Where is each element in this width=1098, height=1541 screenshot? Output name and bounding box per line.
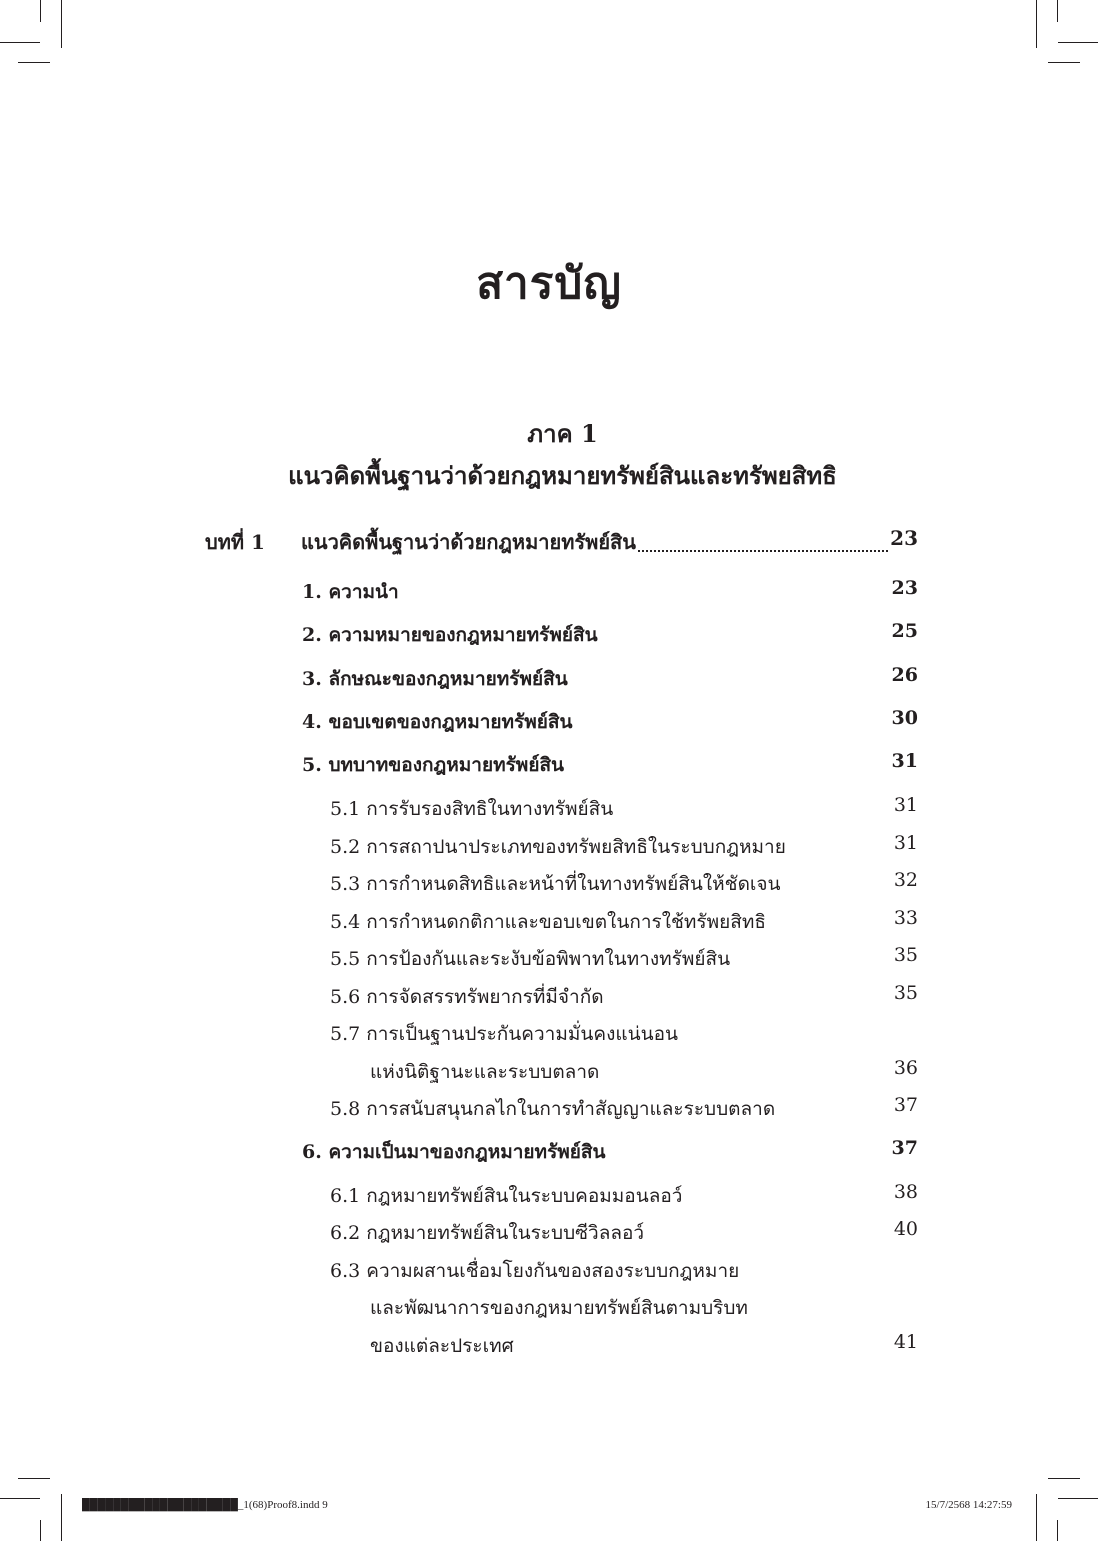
entry-page: 36 (893, 1057, 918, 1079)
entry-label: 6. ความเป็นมาของกฎหมายทรัพย์สิน (302, 1141, 606, 1163)
entry-label: 5.2 การสถาปนาประเภทของทรัพยสิทธิในระบบกฎหมาย (330, 836, 786, 858)
page-title: สารบัญ (476, 258, 622, 309)
entry-label: 5.4 การกำหนดกติกาและขอบเขตในการใช้ทรัพยสิทธิ (330, 911, 766, 933)
entry-label: 5.5 การป้องกันและระงับข้อพิพาทในทางทรัพย์สิน (330, 948, 731, 970)
crop-mark (1036, 1494, 1037, 1541)
crop-mark (40, 1520, 41, 1541)
entry-label: 2. ความหมายของกฎหมายทรัพย์สิน (302, 624, 598, 646)
crop-mark (1058, 42, 1098, 43)
entry-page: 35 (893, 944, 918, 966)
toc-entry (0, 832, 918, 866)
crop-mark (1048, 1478, 1080, 1479)
toc-entry (0, 1218, 918, 1252)
entry-label: 1. ความนำ (302, 581, 399, 603)
crop-mark (0, 42, 40, 43)
entry-label: แห่งนิติฐานะและระบบตลาด (370, 1061, 600, 1083)
crop-mark (1057, 1520, 1058, 1541)
toc-entry (0, 1137, 918, 1171)
toc-entry (0, 1256, 918, 1290)
entry-page: 37 (893, 1094, 918, 1116)
part-title: แนวคิดพื้นฐานว่าด้วยกฎหมายทรัพย์สินและทรัพยสิทธิ (288, 461, 837, 490)
entry-page: 35 (893, 982, 918, 1004)
entry-label: 5.7 การเป็นฐานประกันความมั่นคงแน่นอน (330, 1023, 678, 1045)
entry-label: 5.6 การจัดสรรทรัพยากรที่มีจำกัด (330, 986, 604, 1008)
toc-entry (0, 1293, 918, 1327)
crop-mark (18, 1478, 50, 1479)
toc-entry (0, 577, 918, 611)
entry-label: 5.3 การกำหนดสิทธิและหน้าที่ในทางทรัพย์สินให้ชัดเจน (330, 873, 781, 895)
entry-page: 37 (891, 1137, 918, 1159)
crop-mark (1058, 1498, 1098, 1499)
entry-page: 26 (891, 664, 918, 686)
crop-mark (61, 0, 62, 48)
crop-mark (61, 1494, 62, 1541)
entry-page: 33 (893, 907, 918, 929)
toc-entry (0, 1057, 918, 1091)
crop-mark (40, 0, 41, 22)
toc-entry (0, 982, 918, 1016)
toc-entry (0, 620, 918, 654)
entry-page: 40 (893, 1218, 918, 1240)
entry-page: 30 (891, 707, 918, 729)
crop-mark (1057, 0, 1058, 22)
toc-entry (0, 794, 918, 828)
chapter-title: แนวคิดพื้นฐานว่าด้วยกฎหมายทรัพย์สิน (301, 526, 638, 558)
part-label: ภาค 1 (527, 419, 598, 448)
entry-page: 23 (891, 577, 918, 599)
chapter-page: 23 (890, 526, 918, 550)
entry-label: 4. ขอบเขตของกฎหมายทรัพย์สิน (302, 711, 573, 733)
entry-label: 3. ลักษณะของกฎหมายทรัพย์สิน (302, 668, 568, 690)
toc-entry (0, 1181, 918, 1215)
entry-label: 6.3 ความผสานเชื่อมโยงกันของสองระบบกฎหมาย (330, 1260, 740, 1282)
entry-label: ของแต่ละประเทศ (370, 1335, 514, 1357)
slug-filename: ████████████████████_1(68)Proof8.indd 9 (82, 1499, 328, 1511)
entry-page: 25 (891, 620, 918, 642)
toc-entry (0, 1094, 918, 1128)
entry-label: 6.1 กฎหมายทรัพย์สินในระบบคอมมอนลอว์ (330, 1185, 683, 1207)
toc-entry (0, 750, 918, 784)
crop-mark (1036, 0, 1037, 48)
crop-mark (1048, 62, 1080, 63)
toc-entry (0, 944, 918, 978)
entry-label: 5.8 การสนับสนุนกลไกในการทำสัญญาและระบบตลาด (330, 1098, 776, 1120)
entry-page: 32 (893, 869, 918, 891)
toc-entry (0, 664, 918, 698)
entry-label: 5.1 การรับรองสิทธิในทางทรัพย์สิน (330, 798, 614, 820)
toc-entry (0, 1019, 918, 1053)
crop-mark (18, 62, 50, 63)
toc-entry (0, 707, 918, 741)
entry-page: 31 (893, 794, 918, 816)
entry-label: 5. บทบาทของกฎหมายทรัพย์สิน (302, 754, 565, 776)
slug-timestamp: 15/7/2568 14:27:59 (925, 1499, 1012, 1511)
entry-label: และพัฒนาการของกฎหมายทรัพย์สินตามบริบท (370, 1297, 748, 1319)
toc-entry (0, 907, 918, 941)
chapter-row (205, 526, 918, 558)
entry-page: 31 (891, 750, 918, 772)
entry-page: 31 (893, 832, 918, 854)
chapter-number: บทที่ 1 (205, 530, 265, 554)
entry-page: 41 (893, 1331, 918, 1353)
toc-entry (0, 1331, 918, 1365)
entry-page: 38 (893, 1181, 918, 1203)
crop-mark (0, 1498, 40, 1499)
toc-entry (0, 869, 918, 903)
entry-label: 6.2 กฎหมายทรัพย์สินในระบบซีวิลลอว์ (330, 1222, 645, 1244)
